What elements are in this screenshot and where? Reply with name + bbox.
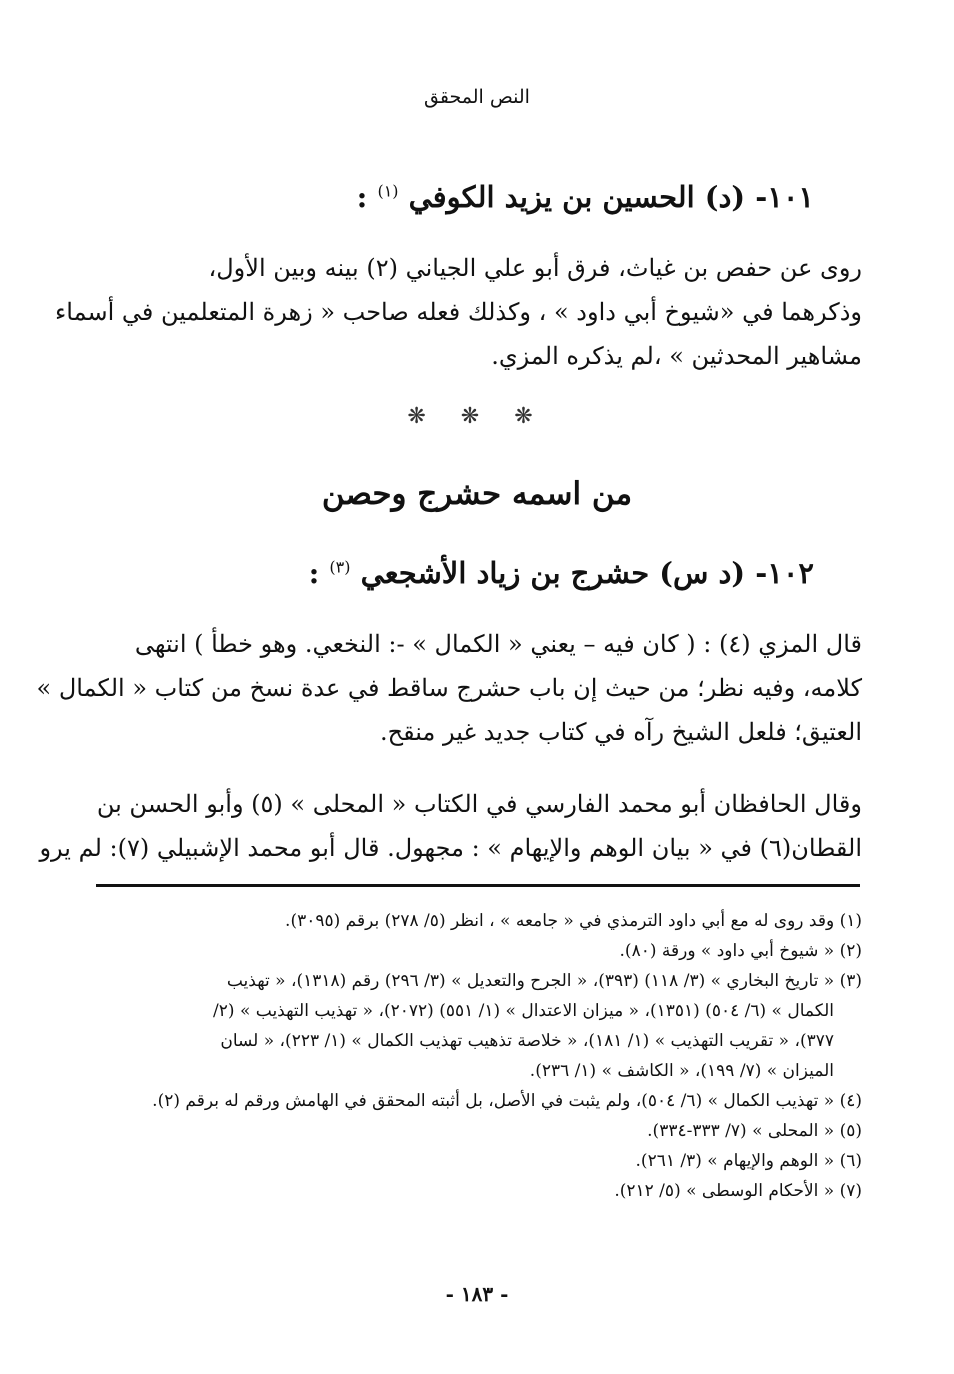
entry-101-heading xyxy=(357,180,814,214)
footnote: (٢) « شيوخ أبي داود » ورقة (٨٠). xyxy=(619,941,862,961)
running-head: النص المحقق xyxy=(424,86,530,108)
body-line: وقال الحافظان أبو محمد الفارسي في الكتاب « المحلى » (٥) وأبو الحسن بن xyxy=(96,790,862,818)
footnotes xyxy=(90,906,862,1206)
footnote: (٥) « المحلى » (٧/ ٣٣٣-٣٣٤). xyxy=(647,1121,862,1141)
footnote: (٦) « الوهم والإيهام » (٣/ ٢٦١). xyxy=(635,1151,862,1171)
footnote: (٣) « تاريخ البخاري » (٣/ ١١٨) (٣٩٣)، « الجرح والتعديل » (٣/ ٢٩٦) رقم (١٣١٨)، « تهذيب xyxy=(226,971,862,991)
section-separator: ❋ ❋ ❋ xyxy=(407,404,547,429)
entry-102-note-ref: (٣) xyxy=(329,557,351,577)
entry-102-paragraph-2 xyxy=(39,782,862,870)
footnote: (٤) « تهذيب الكمال » (٦/ ٥٠٤)، ولم يثبت في الأصل، بل أثبته المحقق في الهامش ورقم له برقم (٢). xyxy=(152,1091,862,1111)
footnote-continuation: الكمال » (٦/ ٥٠٤) (١٣٥١)، « ميزان الاعتدال » (١/ ٥٥١) (٢٠٧٢)، « تهذيب التهذيب » (٢/ xyxy=(213,1001,834,1021)
entry-101-body xyxy=(55,246,862,378)
footnote-divider xyxy=(96,884,860,887)
footnote: (٧) « الأحكام الوسطى » (٥/ ٢١٢). xyxy=(614,1181,862,1201)
body-line: العتيق؛ فلعل الشيخ رآه في كتاب جديد غير منقح. xyxy=(379,718,862,746)
footnote-continuation: الميزان » (٧/ ١٩٩)، « الكاشف » (١/ ٢٣٦). xyxy=(529,1061,834,1081)
entry-102-paragraph-1 xyxy=(36,622,862,754)
body-line: القطان(٦) في « بيان الوهم والإيهام » : مجهول. قال أبو محمد الإشبيلي (٧): لم يرو xyxy=(39,834,862,862)
footnote: (١) وقد روى له مع أبي داود الترمذي في « جامعه » ، انظر (٥/ ٢٧٨) برقم (٣٠٩٥). xyxy=(285,911,862,931)
body-line: وذكرهما في «شيوخ أبي داود » ، وكذلك فعله صاحب « زهرة المتعلمين في أسماء xyxy=(55,298,862,326)
body-line: روى عن حفص بن غياث، فرق أبو علي الجياني (٢) بينه وبين الأول، xyxy=(208,254,862,282)
entry-101-colon: : xyxy=(356,180,368,214)
entry-102-colon: : xyxy=(308,556,320,590)
entry-101-note-ref: (١) xyxy=(377,181,399,201)
footnote-continuation: ٣٧٧)، « تقريب التهذيب » (١/ ١٨١)، « خلاصة تذهيب تهذيب الكمال » (١/ ٢٢٣)، « لسان xyxy=(220,1031,834,1051)
body-line: مشاهير المحدثين » ،لم يذكره المزي. xyxy=(491,342,862,370)
page-number: - ١٨٣ - xyxy=(445,1282,509,1306)
entry-102-heading xyxy=(309,556,814,590)
entry-101-title: ١٠١- (د) الحسين بن يزيد الكوفي xyxy=(408,180,814,214)
section-title: من اسمه حشرج وحصن xyxy=(321,476,633,512)
body-line: قال المزي (٤) : ( كان فيه – يعني « الكمال » -: النخعي. وهو خطأ ) انتهى xyxy=(134,630,862,658)
entry-102-title: ١٠٢- (د س) حشرج بن زياد الأشجعي xyxy=(360,556,814,590)
body-line: كلامه، وفيه نظر؛ من حيث إن باب حشرج ساقط في عدة نسخ من كتاب « الكمال » xyxy=(36,674,862,702)
